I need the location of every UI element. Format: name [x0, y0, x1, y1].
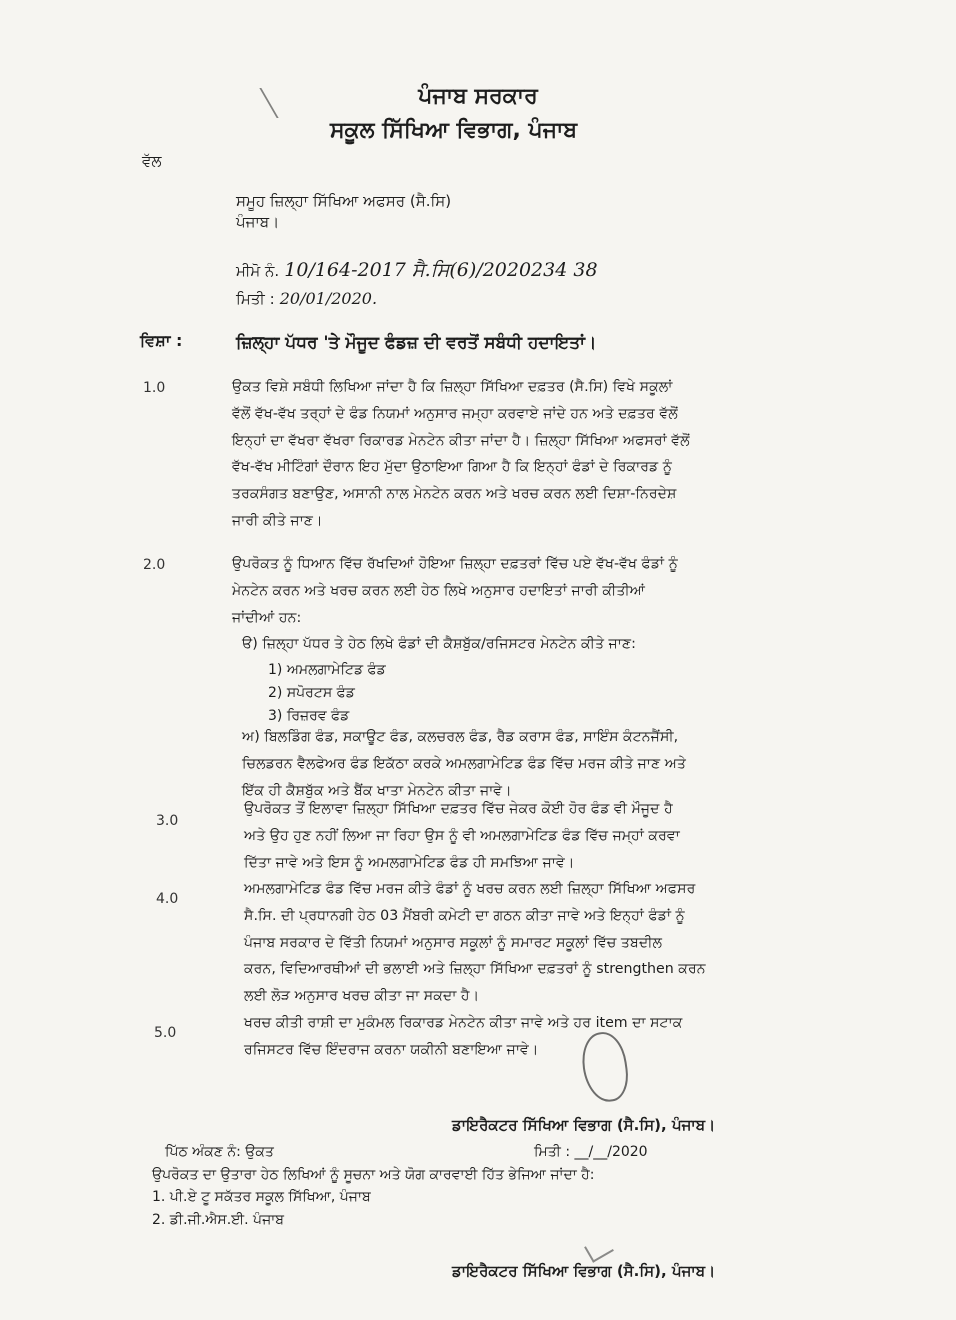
paragraph-2 [232, 551, 794, 631]
addressee-line-1: ਸਮੂਹ ਜ਼ਿਲ੍ਹਾ ਸਿੱਖਿਆ ਅਫਸਰ (ਸੈ.ਸਿ) [236, 192, 452, 210]
paragraph-line: ਇੱਕ ਹੀ ਕੈਸ਼ਬੁੱਕ ਅਤੇ ਬੈਂਕ ਖਾਤਾ ਮੇਨਟੇਨ ਕੀਤਾ ਜਾਵੇ। [242, 782, 512, 799]
paragraph-number-4: 4.0 [156, 891, 179, 907]
paragraph-number-1: 1.0 [143, 380, 166, 396]
memo-date [236, 289, 377, 308]
initial-mark [584, 1235, 614, 1263]
paragraph-line: ਦਿੱਤਾ ਜਾਵੇ ਅਤੇ ਇਸ ਨੂੰ ਅਮਲਗਾਮੇਟਿਡ ਫੰਡ ਹੀ ਸਮਝਿਆ ਜਾਵੇ। [244, 854, 575, 871]
memo-date-label: ਮਿਤੀ : [236, 290, 275, 308]
paragraph-line: ਉਪਰੋਕਤ ਨੂੰ ਧਿਆਨ ਵਿੱਚ ਰੱਖਦਿਆਂ ਹੋਇਆ ਜ਼ਿਲ੍ਹਾ ਦਫ਼ਤਰਾਂ ਵਿੱਚ ਪਏ ਵੱਖ-ਵੱਖ ਫੰਡਾਂ ਨੂੰ [232, 556, 678, 572]
paragraph-line: ਇਨ੍ਹਾਂ ਦਾ ਵੱਖਰਾ ਵੱਖਰਾ ਰਿਕਾਰਡ ਮੇਨਟੇਨ ਕੀਤਾ ਜਾਂਦਾ ਹੈ। ਜ਼ਿਲ੍ਹਾ ਸਿੱਖਿਆ ਅਫਸਰਾਂ ਵੱਲੋਂ [232, 432, 690, 449]
paragraph-line: ਉਕਤ ਵਿਸ਼ੇ ਸਬੰਧੀ ਲਿਖਿਆ ਜਾਂਦਾ ਹੈ ਕਿ ਜ਼ਿਲ੍ਹਾ ਸਿੱਖਿਆ ਦਫ਼ਤਰ (ਸੈ.ਸਿ) ਵਿਖੇ ਸਕੂਲਾਂ [232, 379, 673, 395]
paragraph-line: ਵੱਲੋਂ ਵੱਖ-ਵੱਖ ਤਰ੍ਹਾਂ ਦੇ ਫੰਡ ਨਿਯਮਾਂ ਅਨੁਸਾਰ ਜਮ੍ਹਾ ਕਰਵਾਏ ਜਾਂਦੇ ਹਨ ਅਤੇ ਦਫ਼ਤਰ ਵੱਲੋਂ [232, 405, 678, 422]
director-signature-2: ਡਾਇਰੈਕਟਰ ਸਿੱਖਿਆ ਵਿਭਾਗ (ਸੈ.ਸਿ), ਪੰਜਾਬ। [452, 1262, 716, 1280]
paragraph-line: ਪੰਜਾਬ ਸਰਕਾਰ ਦੇ ਵਿੱਤੀ ਨਿਯਮਾਂ ਅਨੁਸਾਰ ਸਕੂਲਾਂ ਨੂੰ ਸਮਾਰਟ ਸਕੂਲਾਂ ਵਿੱਚ ਤਬਦੀਲ [244, 934, 663, 951]
endorsement-date: ਮਿਤੀ : __/__/2020 [534, 1144, 648, 1160]
department-heading: ਸਕੂਲ ਸਿੱਖਿਆ ਵਿਭਾਗ, ਪੰਜਾਬ [330, 118, 578, 143]
paragraph-line: ਕਰਨ, ਵਿਦਿਆਰਥੀਆਂ ਦੀ ਭਲਾਈ ਅਤੇ ਜ਼ਿਲ੍ਹਾ ਸਿੱਖਿਆ ਦਫ਼ਤਰਾਂ ਨੂੰ strengthen ਕਰਨ [244, 961, 706, 978]
memo-date-value: 20/01/2020. [279, 289, 378, 308]
paragraph-line: ਉਪਰੋਕਤ ਤੋਂ ਇਲਾਵਾ ਜ਼ਿਲ੍ਹਾ ਸਿੱਖਿਆ ਦਫ਼ਤਰ ਵਿੱਚ ਜੇਕਰ ਕੋਈ ਹੋਰ ਫੰਡ ਵੀ ਮੌਜੂਦ ਹੈ [244, 801, 673, 817]
addressee-line-2: ਪੰਜਾਬ। [236, 213, 280, 231]
subject-label: ਵਿਸ਼ਾ : [140, 331, 183, 350]
endorsement-intro: ਉਪਰੋਕਤ ਦਾ ਉਤਾਰਾ ਹੇਠ ਲਿਖਿਆਂ ਨੂੰ ਸੂਚਨਾ ਅਤੇ ਯੋਗ ਕਾਰਵਾਈ ਹਿੱਤ ਭੇਜਿਆ ਜਾਂਦਾ ਹੈ: [152, 1167, 595, 1183]
recipient-1: 1. ਪੀ.ਏ ਟੂ ਸਕੱਤਰ ਸਕੂਲ ਸਿੱਖਿਆ, ਪੰਜਾਬ [152, 1189, 371, 1205]
paragraph-line: ਜਾਂਦੀਆਂ ਹਨ: [232, 609, 302, 626]
director-signature-1: ਡਾਇਰੈਕਟਰ ਸਿੱਖਿਆ ਵਿਭਾਗ (ਸੈ.ਸਿ), ਪੰਜਾਬ। [452, 1116, 716, 1134]
memo-number-value: 10/164-2017 ਸੈ.ਸਿ(6)/2020234 38 [284, 259, 598, 281]
subject-text: ਜ਼ਿਲ੍ਹਾ ਪੱਧਰ 'ਤੇ ਮੌਜੂਦ ਫੰਡਜ਼ ਦੀ ਵਰਤੋਂ ਸਬੰਧੀ ਹਦਾਇਤਾਂ। [236, 333, 597, 353]
paragraph-line: ਸੈ.ਸਿ. ਦੀ ਪ੍ਰਧਾਨਗੀ ਹੇਠ 03 ਮੈਂਬਰੀ ਕਮੇਟੀ ਦਾ ਗਠਨ ਕੀਤਾ ਜਾਵੇ ਅਤੇ ਇਨ੍ਹਾਂ ਫੰਡਾਂ ਨੂੰ [244, 907, 685, 924]
to-label: ਵੱਲ [142, 152, 162, 170]
paragraph-line: ਤਰਕਸੰਗਤ ਬਣਾਉਣ, ਅਸਾਨੀ ਨਾਲ ਮੇਨਟੇਨ ਕਰਨ ਅਤੇ ਖਰਚ ਕਰਨ ਲਈ ਦਿਸ਼ਾ-ਨਿਰਦੇਸ਼ [232, 486, 677, 503]
fund-item-2: 2) ਸਪੋਰਟਸ ਫੰਡ [268, 685, 355, 701]
paragraph-line: ਵੱਖ-ਵੱਖ ਮੀਟਿੰਗਾਂ ਦੌਰਾਨ ਇਹ ਮੁੱਦਾ ਉਠਾਇਆ ਗਿਆ ਹੈ ਕਿ ਇਨ੍ਹਾਂ ਫੰਡਾਂ ਦੇ ਰਿਕਾਰਡ ਨੂੰ [232, 459, 672, 476]
paragraph-number-5: 5.0 [154, 1025, 177, 1041]
sub-point-b [242, 724, 797, 804]
recipient-2: 2. ਡੀ.ਜੀ.ਐਸ.ਈ. ਪੰਜਾਬ [152, 1212, 284, 1228]
sub-point-a: ੳ) ਜ਼ਿਲ੍ਹਾ ਪੱਧਰ ਤੇ ਹੇਠ ਲਿਖੇ ਫੰਡਾਂ ਦੀ ਕੈਸ਼ਬੁੱਕ/ਰਜਿਸਟਰ ਮੇਨਟੇਨ ਕੀਤੇ ਜਾਣ: [242, 636, 636, 652]
paragraph-1 [232, 374, 794, 535]
paragraph-line: ਅ) ਬਿਲਡਿੰਗ ਫੰਡ, ਸਕਾਊਟ ਫੰਡ, ਕਲਚਰਲ ਫੰਡ, ਰੈਡ ਕਰਾਸ ਫੰਡ, ਸਾਇੰਸ ਕੰਟਨਜੈਂਸੀ, [242, 729, 679, 745]
paragraph-line: ਮੇਨਟੇਨ ਕਰਨ ਅਤੇ ਖਰਚ ਕਰਨ ਲਈ ਹੇਠ ਲਿਖੇ ਅਨੁਸਾਰ ਹਦਾਇਤਾਂ ਜਾਰੀ ਕੀਤੀਆਂ [232, 582, 646, 599]
memo-number-label: ਮੀਮੋ ਨੰ. [236, 262, 280, 280]
endorsement-number: ਪਿੱਠ ਅੰਕਣ ਨੰ: ਉਕਤ [165, 1144, 274, 1160]
paragraph-line: ਰਜਿਸਟਰ ਵਿੱਚ ਇੰਦਰਾਜ ਕਰਨਾ ਯਕੀਨੀ ਬਣਾਇਆ ਜਾਵੇ। [244, 1041, 539, 1058]
paragraph-line: ਅਮਲਗਾਮੇਟਿਡ ਫੰਡ ਵਿੱਚ ਮਰਜ ਕੀਤੇ ਫੰਡਾਂ ਨੂੰ ਖਰਚ ਕਰਨ ਲਈ ਜ਼ਿਲ੍ਹਾ ਸਿੱਖਿਆ ਅਫਸਰ [244, 881, 696, 897]
paragraph-number-3: 3.0 [156, 813, 179, 829]
paragraph-number-2: 2.0 [143, 557, 166, 573]
fund-item-1: 1) ਅਮਲਗਾਮੇਟਿਡ ਫੰਡ [268, 662, 386, 678]
government-heading: ਪੰਜਾਬ ਸਰਕਾਰ [418, 84, 538, 109]
paragraph-5 [244, 1010, 796, 1064]
paragraph-line: ਜਾਰੀ ਕੀਤੇ ਜਾਣ। [232, 512, 323, 529]
paragraph-line: ਚਿਲਡਰਨ ਵੈਲਫੇਅਰ ਫੰਡ ਇਕੱਠਾ ਕਰਕੇ ਅਮਲਗਾਮੇਟਿਡ ਫੰਡ ਵਿੱਚ ਮਰਜ ਕੀਤੇ ਜਾਣ ਅਤੇ [242, 755, 687, 772]
memo-number [236, 259, 598, 281]
paragraph-line: ਅਤੇ ਉਹ ਹੁਣ ਨਹੀਂ ਲਿਆ ਜਾ ਰਿਹਾ ਉਸ ਨੂੰ ਵੀ ਅਮਲਗਾਮੇਟਿਡ ਫੰਡ ਵਿੱਚ ਜਮ੍ਹਾਂ ਕਰਵਾ [244, 827, 680, 844]
fund-item-3: 3) ਰਿਜ਼ਰਵ ਫੰਡ [268, 708, 350, 724]
paragraph-line: ਲਈ ਲੋੜ ਅਨੁਸਾਰ ਖਰਚ ਕੀਤਾ ਜਾ ਸਕਦਾ ਹੈ। [244, 988, 480, 1005]
paragraph-4 [244, 876, 796, 1010]
paragraph-3 [244, 796, 796, 876]
paragraph-line: ਖਰਚ ਕੀਤੀ ਰਾਸ਼ੀ ਦਾ ਮੁਕੰਮਲ ਰਿਕਾਰਡ ਮੇਨਟੇਨ ਕੀਤਾ ਜਾਵੇ ਅਤੇ ਹਰ item ਦਾ ਸਟਾਕ [244, 1015, 683, 1031]
